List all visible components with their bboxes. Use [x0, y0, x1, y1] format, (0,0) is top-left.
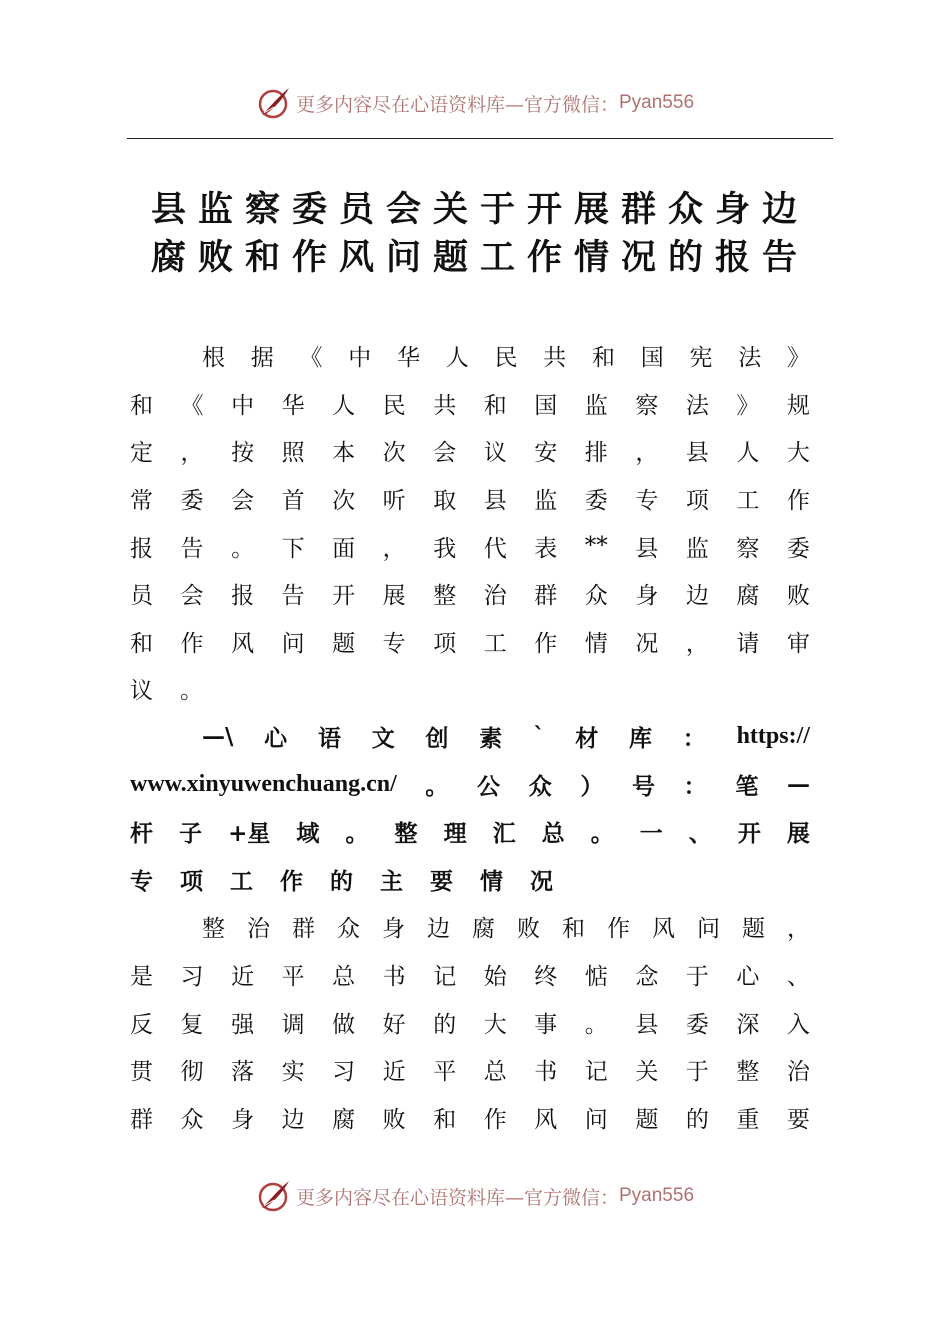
text-glyph: 国 — [534, 392, 558, 419]
text-glyph: 于 — [685, 964, 709, 991]
text-glyph: 民 — [494, 345, 518, 372]
text-glyph: 法 — [738, 345, 762, 372]
document-body — [130, 332, 810, 1141]
text-glyph: 和 — [130, 392, 153, 419]
text-glyph: 作 — [483, 1106, 507, 1133]
text-glyph: 议 — [483, 440, 507, 467]
text-glyph: 惦 — [584, 964, 608, 991]
text-glyph: 问 — [281, 630, 305, 657]
text-line — [130, 951, 810, 999]
text-glyph: 规 — [786, 392, 810, 419]
text-glyph: 身 — [231, 1106, 255, 1133]
text-glyph: 近 — [231, 964, 255, 991]
text-glyph: 人 — [445, 345, 469, 372]
text-glyph: 总 — [332, 964, 356, 991]
text-glyph: 众 — [528, 772, 552, 800]
text-glyph: 据 — [250, 345, 274, 372]
text-line — [130, 760, 810, 808]
text-glyph: 下 — [281, 535, 305, 562]
text-glyph: 工 — [230, 867, 253, 895]
text-line — [130, 856, 810, 904]
text-glyph: 县 — [685, 440, 709, 467]
text-glyph: 总 — [541, 820, 565, 848]
header-banner — [0, 83, 950, 123]
text-glyph: 县 — [635, 1011, 659, 1038]
text-glyph: 治 — [247, 916, 270, 943]
text-glyph: 人 — [332, 392, 356, 419]
banner-text: 更多内容尽在心语资料库—官方微信： — [295, 1186, 619, 1209]
text-glyph: 杆 — [130, 820, 153, 848]
text-glyph: 贯 — [130, 1059, 153, 1086]
text-glyph: 根 — [202, 345, 225, 372]
text-glyph: ， — [787, 916, 810, 943]
text-glyph: 的 — [433, 1011, 457, 1038]
text-glyph: 问 — [584, 1106, 608, 1133]
text-glyph: 身 — [635, 583, 659, 610]
text-glyph: 念 — [635, 964, 659, 991]
banner-contact: Pyan556 — [619, 92, 695, 113]
text-line — [130, 332, 810, 380]
text-glyph: 监 — [685, 535, 709, 562]
text-glyph: 风 — [652, 916, 675, 943]
text-glyph: 理 — [443, 820, 467, 848]
text-glyph: 众 — [584, 583, 608, 610]
text-glyph: 整 — [736, 1059, 760, 1086]
text-glyph: 边 — [281, 1106, 305, 1133]
text-line — [130, 1046, 810, 1094]
text-glyph: 《 — [299, 345, 323, 372]
text-glyph: 按 — [231, 440, 255, 467]
text-glyph: 素 — [479, 725, 503, 753]
text-line — [130, 427, 810, 475]
text-glyph: 要 — [430, 867, 453, 895]
text-glyph: ： — [682, 725, 706, 753]
header-rule — [127, 138, 833, 139]
text-glyph: 《 — [180, 392, 204, 419]
text-glyph: 始 — [483, 964, 507, 991]
text-glyph: 次 — [382, 440, 406, 467]
text-glyph: 定 — [130, 440, 153, 467]
text-glyph: 记 — [584, 1059, 608, 1086]
text-glyph: 次 — [332, 488, 356, 515]
text-glyph: 要 — [786, 1106, 810, 1133]
text-glyph: 的 — [685, 1106, 709, 1133]
text-glyph: 题 — [742, 916, 765, 943]
text-glyph: 首 — [281, 488, 305, 515]
text-glyph: 败 — [786, 583, 810, 610]
text-glyph: 好 — [382, 1011, 406, 1038]
text-glyph: 群 — [130, 1106, 153, 1133]
text-glyph: 调 — [281, 1011, 305, 1038]
text-glyph: 深 — [736, 1011, 760, 1038]
text-glyph: 委 — [786, 535, 810, 562]
text-glyph: 安 — [534, 440, 558, 467]
text-glyph: 大 — [786, 440, 810, 467]
text-glyph: 法 — [685, 392, 709, 419]
text-glyph: 题 — [332, 630, 356, 657]
text-glyph: 风 — [534, 1106, 558, 1133]
text-glyph: 表 — [534, 535, 558, 562]
text-glyph: 。 — [345, 820, 369, 848]
text-glyph: 边 — [427, 916, 450, 943]
text-glyph: 代 — [483, 535, 507, 562]
text-glyph: 终 — [534, 964, 558, 991]
text-line — [130, 713, 810, 761]
text-glyph: 语 — [317, 725, 341, 753]
text-glyph: 事 — [534, 1011, 558, 1038]
text-glyph: 书 — [534, 1059, 558, 1086]
document-title — [127, 186, 833, 282]
text-glyph: 、 — [688, 820, 712, 848]
text-glyph: 近 — [382, 1059, 406, 1086]
text-glyph: 主 — [380, 867, 403, 895]
text-glyph: 华 — [281, 392, 305, 419]
text-glyph: 听 — [382, 488, 406, 515]
text-glyph: 面 — [332, 535, 356, 562]
text-glyph: 域 — [296, 820, 320, 848]
text-glyph: 治 — [786, 1059, 810, 1086]
text-glyph: 作 — [786, 488, 810, 515]
text-glyph: 作 — [280, 867, 303, 895]
text-glyph: 排 — [584, 440, 608, 467]
text-glyph: 书 — [382, 964, 406, 991]
text-glyph: 察 — [736, 535, 760, 562]
text-glyph: 告 — [180, 535, 204, 562]
text-line — [130, 522, 810, 570]
text-glyph: www.xinyuwenchuang.cn/ — [130, 770, 397, 797]
text-glyph: 展 — [786, 820, 810, 848]
text-glyph: 群 — [292, 916, 315, 943]
banner-contact: Pyan556 — [619, 1185, 695, 1206]
text-glyph: 我 — [433, 535, 457, 562]
text-line — [130, 570, 810, 618]
text-glyph: 大 — [483, 1011, 507, 1038]
text-glyph: 会 — [180, 583, 204, 610]
text-glyph: 中 — [231, 392, 255, 419]
text-glyph: 国 — [640, 345, 664, 372]
text-glyph: 工 — [483, 630, 507, 657]
text-line — [130, 1094, 810, 1142]
text-glyph: 败 — [517, 916, 540, 943]
text-glyph: 笔 — [735, 772, 759, 800]
text-line — [130, 475, 810, 523]
text-glyph: 众 — [180, 1106, 204, 1133]
text-glyph: 号 — [632, 772, 656, 800]
text-glyph: 。 — [231, 535, 255, 562]
text-glyph: 员 — [130, 583, 153, 610]
text-glyph: 宪 — [689, 345, 713, 372]
text-glyph: 开 — [737, 820, 761, 848]
text-glyph: 和 — [483, 392, 507, 419]
text-glyph: ） — [580, 772, 604, 800]
text-glyph: 和 — [433, 1106, 457, 1133]
text-glyph: 心 — [264, 725, 288, 753]
text-glyph: 是 — [130, 964, 153, 991]
text-glyph: ， — [685, 630, 709, 657]
text-glyph: 众 — [337, 916, 360, 943]
text-glyph: 本 — [332, 440, 356, 467]
text-line — [130, 380, 810, 428]
text-glyph: 关 — [635, 1059, 659, 1086]
text-glyph: 重 — [736, 1106, 760, 1133]
text-glyph: 强 — [231, 1011, 255, 1038]
text-glyph: 议 — [130, 678, 153, 705]
text-glyph: 委 — [584, 488, 608, 515]
text-glyph: 中 — [348, 345, 372, 372]
text-glyph: 照 — [281, 440, 305, 467]
text-line — [130, 808, 810, 856]
text-glyph: 和 — [592, 345, 615, 372]
text-glyph: 报 — [231, 583, 255, 610]
text-glyph: 华 — [397, 345, 420, 372]
text-glyph: 腐 — [332, 1106, 356, 1133]
text-glyph: 审 — [786, 630, 810, 657]
text-line — [130, 618, 810, 666]
footer-banner — [0, 1176, 950, 1216]
text-glyph: 复 — [180, 1011, 204, 1038]
text-glyph: 于 — [685, 1059, 709, 1086]
text-glyph: 心 — [736, 964, 760, 991]
text-glyph: 况 — [635, 630, 659, 657]
text-glyph: 治 — [483, 583, 507, 610]
text-glyph: 人 — [736, 440, 760, 467]
quill-logo-icon — [256, 85, 292, 121]
text-glyph: 子 — [179, 820, 203, 848]
text-glyph: 群 — [534, 583, 558, 610]
text-glyph: 专 — [635, 488, 659, 515]
text-glyph: 开 — [332, 583, 356, 610]
text-glyph: 项 — [180, 867, 203, 895]
text-glyph: 工 — [736, 488, 760, 515]
text-glyph: 。 — [584, 1011, 608, 1038]
text-glyph: 败 — [382, 1106, 406, 1133]
text-glyph: 展 — [382, 583, 406, 610]
text-glyph: 做 — [332, 1011, 356, 1038]
text-glyph: 情 — [480, 867, 503, 895]
text-glyph: 落 — [231, 1059, 255, 1086]
text-glyph: 实 — [281, 1059, 305, 1086]
text-glyph: 作 — [180, 630, 204, 657]
text-glyph: 监 — [584, 392, 608, 419]
text-line — [130, 998, 810, 1046]
text-glyph: https:// — [736, 723, 810, 750]
text-glyph: 专 — [382, 630, 406, 657]
text-glyph: 整 — [433, 583, 457, 610]
text-glyph: 风 — [231, 630, 255, 657]
text-glyph: 腐 — [736, 583, 760, 610]
text-glyph: 和 — [562, 916, 585, 943]
text-glyph: 项 — [433, 630, 457, 657]
text-glyph: 请 — [736, 630, 760, 657]
text-glyph: 平 — [433, 1059, 457, 1086]
text-glyph: 。 — [590, 820, 614, 848]
text-line — [130, 903, 810, 951]
text-glyph: 和 — [130, 630, 153, 657]
text-glyph: 报 — [130, 535, 153, 562]
text-glyph: 共 — [543, 345, 567, 372]
text-glyph: 文 — [371, 725, 395, 753]
text-glyph: 汇 — [492, 820, 516, 848]
text-glyph: — — [786, 770, 810, 798]
text-glyph: ， — [382, 535, 406, 562]
text-glyph: 腐 — [472, 916, 495, 943]
text-glyph: 情 — [584, 630, 608, 657]
text-glyph: 库 — [629, 725, 653, 753]
banner-text: 更多内容尽在心语资料库—官方微信： — [295, 93, 619, 116]
title-line-1: 县监察委员会关于开展群众身边 — [150, 189, 809, 230]
text-glyph: 习 — [332, 1059, 356, 1086]
text-glyph: 专 — [130, 867, 153, 895]
text-glyph: 告 — [281, 583, 305, 610]
text-glyph: ， — [180, 440, 204, 467]
text-glyph: 题 — [635, 1106, 659, 1133]
text-glyph: 的 — [330, 867, 353, 895]
text-glyph: 常 — [130, 488, 153, 515]
text-glyph: 整 — [394, 820, 418, 848]
text-glyph: 一 — [639, 820, 663, 848]
text-glyph: 县 — [635, 535, 659, 562]
text-glyph: 边 — [685, 583, 709, 610]
text-glyph: 问 — [697, 916, 720, 943]
text-glyph: +星 — [228, 820, 271, 848]
text-glyph: 习 — [180, 964, 204, 991]
text-glyph: 会 — [231, 488, 255, 515]
text-glyph: 彻 — [180, 1059, 204, 1086]
text-glyph: 总 — [483, 1059, 507, 1086]
text-glyph: 作 — [534, 630, 558, 657]
text-glyph: —\ — [202, 723, 234, 751]
text-glyph: 共 — [433, 392, 457, 419]
text-glyph: 监 — [534, 488, 558, 515]
text-glyph: 察 — [635, 392, 659, 419]
text-glyph: 项 — [685, 488, 709, 515]
text-glyph: ** — [584, 533, 608, 560]
text-glyph: 。 — [425, 772, 449, 800]
text-glyph: 整 — [202, 916, 225, 943]
text-glyph: 材 — [575, 725, 599, 753]
text-glyph: 况 — [530, 867, 553, 895]
text-glyph: 会 — [433, 440, 457, 467]
text-glyph: 记 — [433, 964, 457, 991]
text-glyph: 身 — [382, 916, 405, 943]
text-glyph: 》 — [736, 392, 760, 419]
text-glyph: 委 — [685, 1011, 709, 1038]
text-glyph: 、 — [786, 964, 810, 991]
text-glyph: 反 — [130, 1011, 153, 1038]
text-glyph: 取 — [433, 488, 457, 515]
text-glyph: 。 — [180, 678, 203, 705]
text-glyph: 县 — [483, 488, 507, 515]
text-glyph: ： — [683, 772, 707, 800]
text-glyph: 民 — [382, 392, 406, 419]
text-glyph: 公 — [477, 772, 501, 800]
text-glyph: 平 — [281, 964, 305, 991]
text-glyph: 创 — [425, 725, 449, 753]
text-glyph: 委 — [180, 488, 204, 515]
text-line — [130, 665, 810, 713]
text-glyph: 入 — [786, 1011, 810, 1038]
title-line-2: 腐败和作风问题工作情况的报告 — [150, 237, 809, 278]
text-glyph: 作 — [607, 916, 630, 943]
text-glyph: 》 — [787, 345, 810, 372]
text-glyph: ` — [533, 723, 545, 751]
quill-logo-icon — [256, 1178, 292, 1214]
text-glyph: ， — [635, 440, 659, 467]
